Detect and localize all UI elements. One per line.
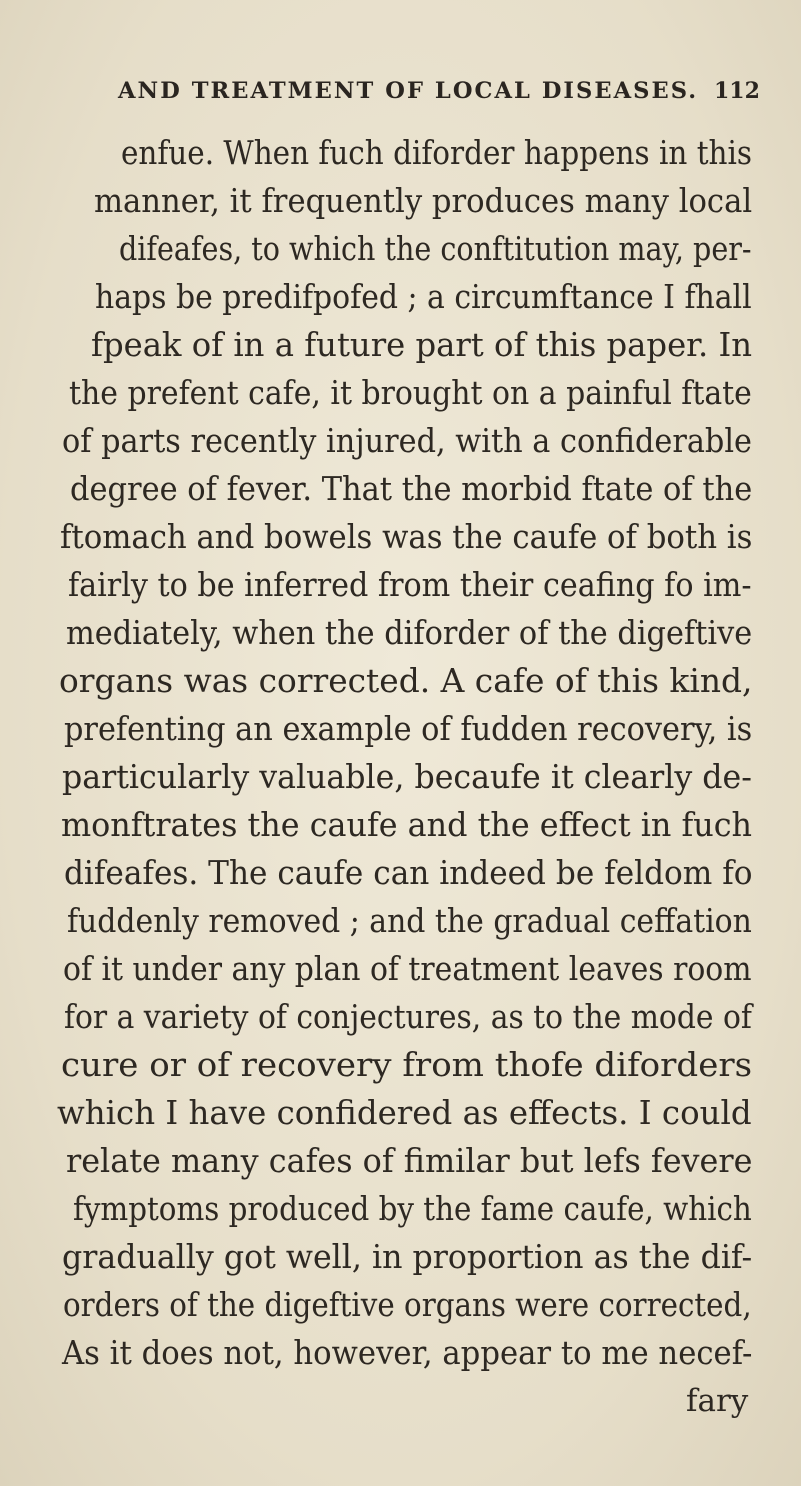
text-line: As it does not, however, appear to me necef- [62, 1333, 753, 1372]
text-line: cure or of recovery from thofe diforders [61, 1045, 753, 1084]
text-line: difeafes. The caufe can indeed be feldom fo [64, 853, 753, 892]
text-line: organs was corrected. A cafe of this kind, [59, 661, 753, 700]
text-line: ftomach and bowels was the caufe of both is [60, 517, 753, 556]
text-line: of it under any plan of treatment leaves room [63, 949, 752, 988]
running-head-title: AND TREATMENT OF LOCAL DISEASES. [118, 78, 699, 104]
text-line: fuddenly removed ; and the gradual ceffation [67, 901, 752, 940]
page-number: 112 [714, 78, 760, 104]
text-line: degree of fever. That the morbid ftate of the [70, 469, 753, 508]
text-line: enfue. When fuch diforder happens in this [121, 133, 753, 172]
text-line: prefenting an example of fudden recovery, is [64, 709, 753, 748]
text-line: haps be predifpofed ; a circumftance I fhall [95, 277, 752, 316]
text-line: fpeak of in a future part of this paper. In [91, 325, 753, 364]
text-line: particularly valuable, becaufe it clearly de- [62, 757, 752, 796]
text-line: monftrates the caufe and the effect in fuch [61, 805, 753, 844]
text-line: difeafes, to which the conftitution may, per- [119, 229, 752, 268]
text-line: orders of the digeftive organs were corrected, [63, 1285, 752, 1324]
text-line: fymptoms produced by the fame caufe, which [73, 1189, 752, 1228]
text-line: of parts recently injured, with a confiderable [62, 421, 752, 460]
text-line: for a variety of conjectures, as to the mode of [64, 997, 752, 1036]
text-line: manner, it frequently produces many local [94, 181, 753, 220]
text-line: gradually got well, in proportion as the dif- [62, 1237, 753, 1276]
catchword: fary [686, 1383, 749, 1419]
text-line: relate many cafes of fimilar but lefs fevere [66, 1141, 753, 1180]
text-line: mediately, when the diforder of the digeftive [66, 613, 753, 652]
text-line: the prefent cafe, it brought on a painful ftate [69, 373, 752, 412]
text-line: which I have confidered as effects. I could [57, 1093, 752, 1132]
text-line: fairly to be inferred from their ceafing fo im- [68, 565, 752, 604]
